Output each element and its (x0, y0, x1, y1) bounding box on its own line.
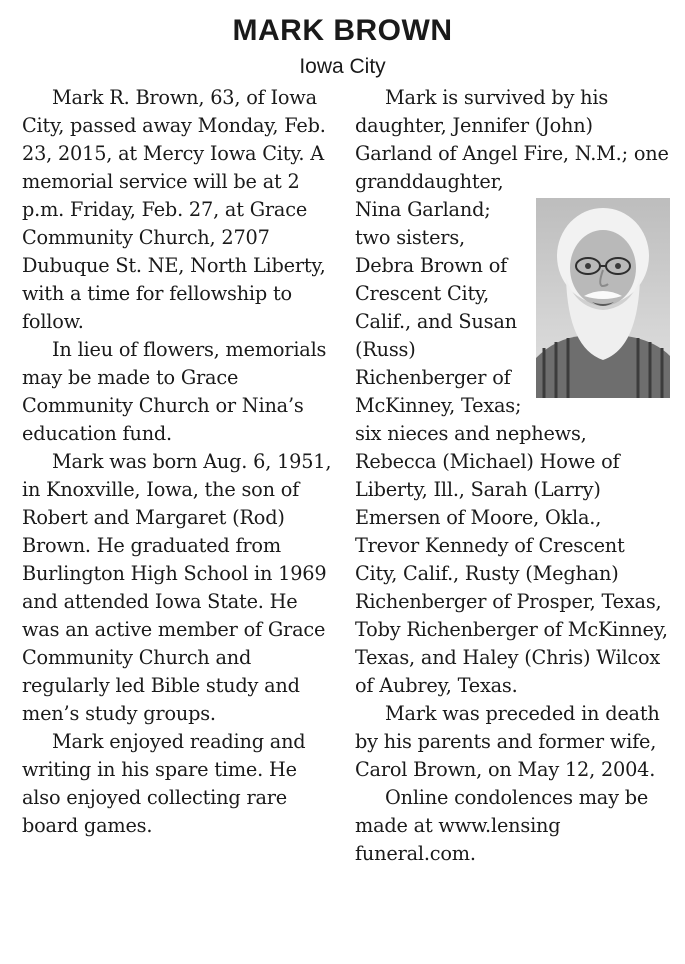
paragraph-condolences: Online condolences may be made at www.lensing funeral.com. (355, 786, 649, 865)
obituary-city: Iowa City (299, 55, 386, 78)
left-column (22, 84, 340, 840)
paragraph-death-notice: Mark R. Brown, 63, of Iowa City, passed away Monday, Feb. 23, 2015, at Mercy Iowa City. A memorial service will be at 2 p.m. Friday, Feb. 27, at Grace Community Church, 2707 Dubuque St. NE, North Liberty, with a time for fellowship to follow. (22, 86, 326, 333)
paragraph-memorials: In lieu of flowers, memorials may be made to Grace Community Church or Nina’s education fund. (22, 338, 327, 445)
obituary-name-heading: MARK BROWN (232, 14, 453, 47)
paragraph-survivors-intro: Mark is survived by his daughter, Jennifer (John) Garland of Angel Fire, N.M.; one granddaughter, (355, 86, 669, 193)
paragraph-biography: Mark was born Aug. 6, 1951, in Knoxville, Iowa, the son of Robert and Margaret (Rod) Brown. He graduated from Burlington High School in 1969 and attended Iowa State. He was an active member of Grace Community Church and regularly led Bible study and men’s study groups. (22, 450, 332, 725)
portrait-photo (536, 198, 670, 398)
paragraph-hobbies: Mark enjoyed reading and writing in his spare time. He also enjoyed collecting rare board games. (22, 730, 306, 837)
paragraph-preceded: Mark was preceded in death by his parents and former wife, Carol Brown, on May 12, 2004. (355, 702, 660, 781)
right-column (355, 84, 670, 868)
paragraph-survivors-list: Nina Garland; two sisters, Debra Brown of Crescent City, Calif., and Susan (Russ) Richenberger of McKinney, Texas; six nieces and nephews, Rebecca (Michael) Howe of Liberty, Ill., Sarah (Larry) Emersen of Moore, Okla., Trevor Kennedy of Crescent City, Calif., Rusty (Meghan) Richenberger of Prosper, Texas, Toby Richenberger of McKinney, Texas, and Haley (Chris) Wilcox of Aubrey, Texas. (355, 198, 668, 697)
